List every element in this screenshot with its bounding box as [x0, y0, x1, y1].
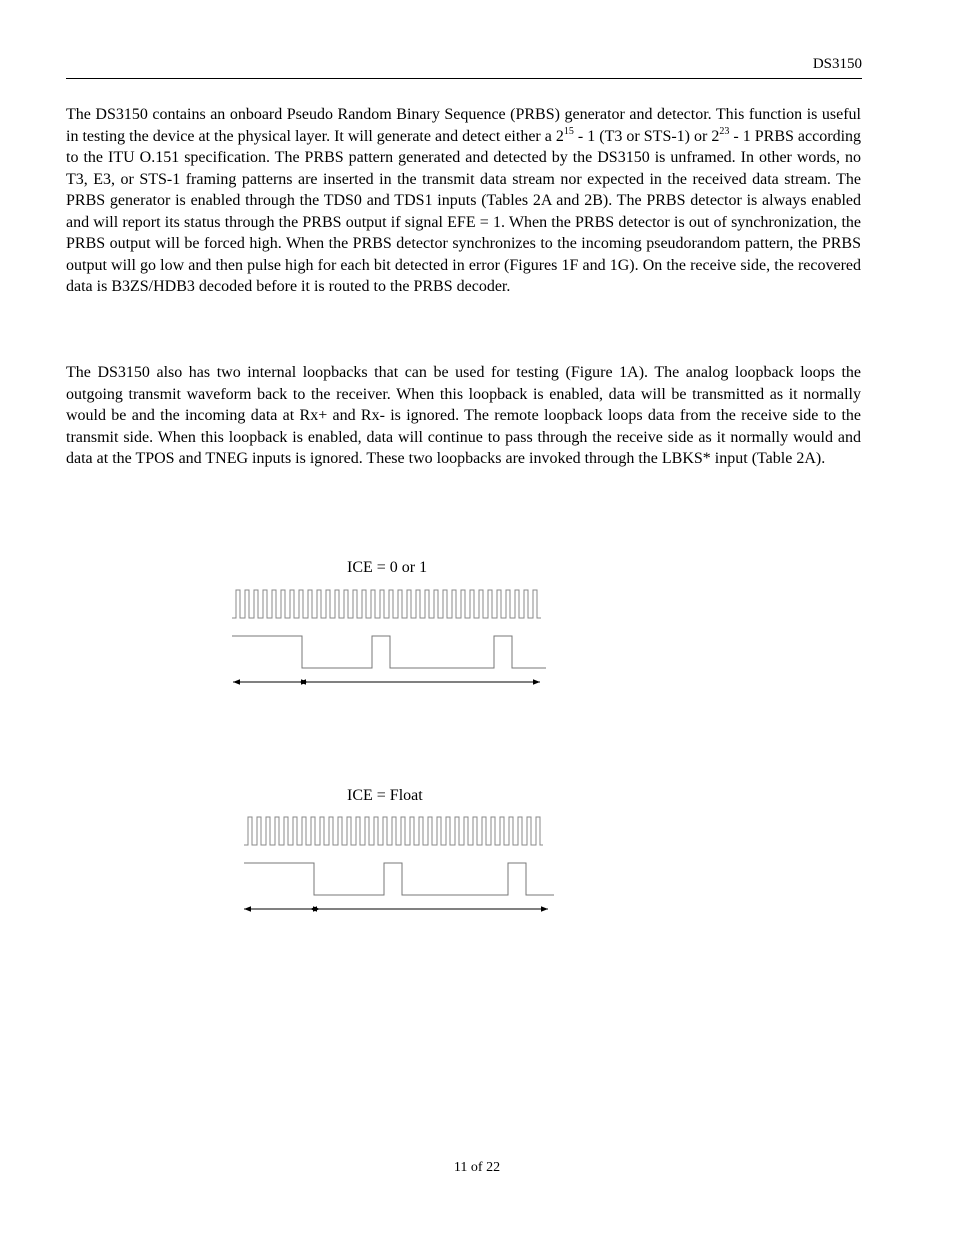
prbs-text-a: The DS3150 contains an onboard Pseudo Random Binary Sequence (PRBS) generator and detector. This function is useful in testing the device at the physical layer. It will generate and detect either a 2	[66, 106, 861, 145]
page-number: 11 of 22	[453, 1160, 501, 1175]
exponent-23: 23	[719, 125, 730, 137]
clock-waveform-1	[232, 590, 541, 618]
clock-waveform-2	[244, 817, 543, 845]
prbs-output-waveform-1	[232, 636, 546, 668]
prbs-output-waveform-2	[244, 863, 554, 895]
prbs-text-c: - 1 PRBS according to the ITU O.151 specification. The PRBS pattern generated and detected by the DS3150 is unframed. In other words, no T3, E3, or STS-1 framing patterns are inserted in the transmit data stream nor expected in the received data stream. The PRBS generator is enabled through the TDS0 and TDS1 inputs (Tables 2A and 2B). The PRBS detector is always enabled and will report its status through the PRBS output if signal EFE = 1. When the PRBS detector is out of synchronization, the PRBS output will be forced high. When the PRBS detector synchronizes to the incoming pseudorandom pattern, the PRBS output will go low and then pulse high for each bit detected in error (Figures 1F and 1G). On the receive side, the recovered data is B3ZS/HDB3 decoded before it is routed to the PRBS decoder.	[66, 127, 862, 295]
figure-title-ice-float: ICE = Float	[347, 787, 423, 804]
diagram-ice-0-or-1	[232, 590, 546, 682]
prbs-text-b: - 1 (T3 or STS-1) or 2	[573, 127, 720, 145]
document-id: DS3150	[812, 56, 862, 72]
figure-title-ice-0-or-1: ICE = 0 or 1	[347, 559, 428, 576]
diagram-ice-float	[244, 817, 554, 909]
exponent-15: 15	[563, 125, 574, 137]
loopback-paragraph: The DS3150 also has two internal loopbacks that can be used for testing (Figure 1A). The analog loopback loops the outgoing transmit waveform back to the receiver. When this loopback is enabled, data will be transmitted as it normally would be and the incoming data at Rx+ and Rx- is ignored. The remote loopback loops data from the receive side to the transmit side. When this loopback is enabled, data will continue to pass through the receive side as it normally would and data at the TPOS and TNEG inputs is ignored. These two loopbacks are invoked through the LBKS* input (Table 2A).	[66, 364, 861, 467]
